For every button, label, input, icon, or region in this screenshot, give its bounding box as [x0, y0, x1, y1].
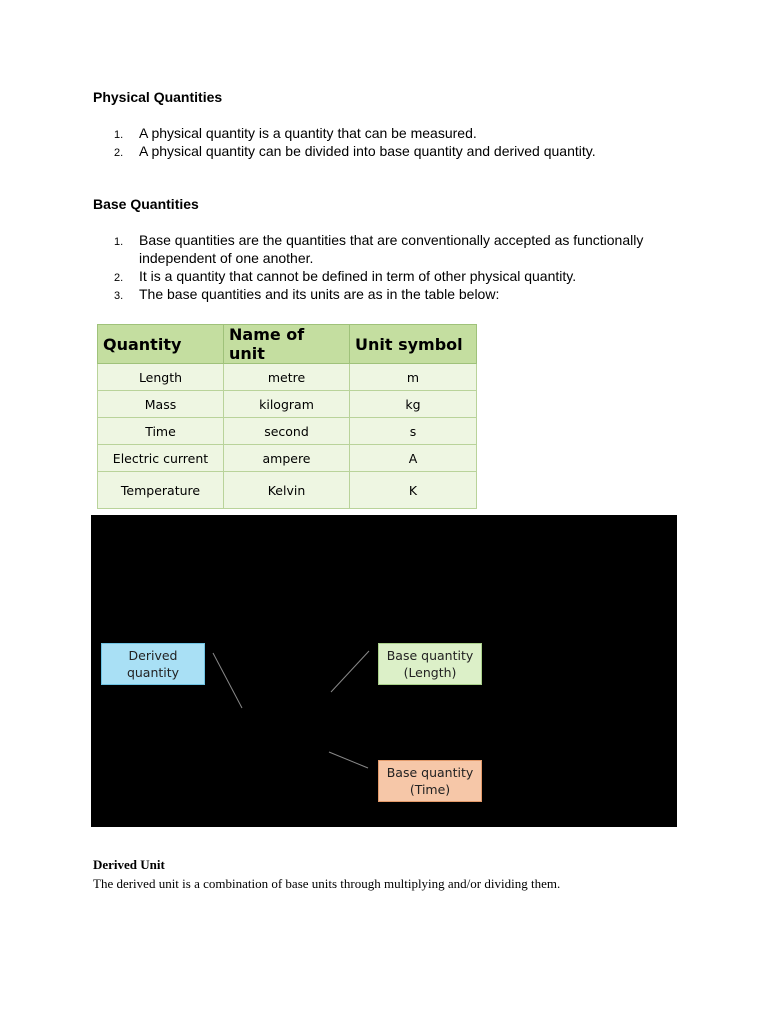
list-text: The base quantities and its units are as in the table below:: [139, 286, 500, 302]
node-label: (Length): [403, 665, 457, 680]
list-text: It is a quantity that cannot be defined in term of other physical quantity.: [139, 268, 577, 284]
table-row: [98, 418, 477, 445]
table-cell: ampere: [224, 445, 350, 472]
node-label: Base quantity: [386, 648, 474, 663]
list-item: [0, 124, 684, 142]
table-cell: Electric current: [98, 445, 224, 472]
table-cell: A: [350, 445, 477, 472]
table-header-row: [98, 325, 477, 364]
heading-base-quantities: Base Quantities: [93, 196, 199, 212]
node-label: (Time): [409, 782, 451, 797]
table-cell: K: [350, 472, 477, 509]
base-quantities-list: [0, 231, 684, 303]
column-header-quantity: Quantity: [98, 325, 224, 364]
column-header-unit-symbol: Unit symbol: [350, 325, 477, 364]
table-cell: Mass: [98, 391, 224, 418]
list-number: 1.: [114, 129, 124, 141]
list-number: 2.: [114, 272, 124, 284]
table-cell: Length: [98, 364, 224, 391]
table-cell: Kelvin: [224, 472, 350, 509]
table-cell: kilogram: [224, 391, 350, 418]
heading-physical-quantities: Physical Quantities: [93, 89, 223, 105]
derived-unit-text: The derived unit is a combination of base units through multiplying and/or dividing them.: [93, 876, 561, 891]
list-text: Base quantities are the quantities that are conventionally accepted as functionally independent of one another.: [139, 232, 644, 266]
table-cell: kg: [350, 391, 477, 418]
node-label: Derived: [128, 648, 178, 663]
list-text: A physical quantity is a quantity that can be measured.: [139, 125, 477, 141]
node-label: quantity: [126, 665, 180, 680]
column-header-unit-name: Name of unit: [224, 325, 350, 364]
table-row: [98, 391, 477, 418]
table-row: [98, 445, 477, 472]
node-derived-quantity: [101, 643, 205, 685]
connector-derived: [213, 653, 242, 708]
connector-length: [331, 651, 369, 692]
list-item: [0, 142, 684, 160]
list-text: A physical quantity can be divided into base quantity and derived quantity.: [139, 143, 596, 159]
table-cell: m: [350, 364, 477, 391]
table-cell: s: [350, 418, 477, 445]
table-cell: second: [224, 418, 350, 445]
list-item: [0, 285, 684, 303]
node-label: Base quantity: [386, 765, 474, 780]
table-cell: metre: [224, 364, 350, 391]
connector-time: [329, 752, 368, 768]
list-number: 1.: [114, 236, 124, 248]
base-units-table: [97, 324, 477, 509]
list-item: [0, 231, 684, 267]
list-number: 2.: [114, 147, 124, 159]
table-cell: Temperature: [98, 472, 224, 509]
table-cell: Time: [98, 418, 224, 445]
heading-derived-unit: Derived Unit: [93, 857, 165, 872]
list-number: 3.: [114, 290, 124, 302]
physical-quantities-list: [0, 124, 684, 160]
list-item: [0, 267, 684, 285]
node-base-quantity-length: [378, 643, 482, 685]
quantity-diagram: [91, 515, 677, 827]
node-base-quantity-time: [378, 760, 482, 802]
table-row: [98, 364, 477, 391]
table-row: [98, 472, 477, 509]
